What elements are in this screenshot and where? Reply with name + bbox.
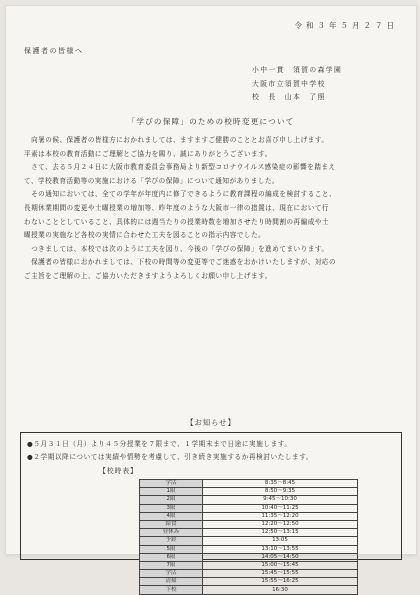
paragraph-line: 平素は本校の教育活動にご理解とご協力を賜り、誠にありがとうございます。 — [24, 149, 272, 158]
schedule-period: 5限 — [140, 545, 203, 553]
schedule-period: 3限 — [140, 504, 203, 512]
schedule-row — [140, 504, 358, 512]
schedule-row — [140, 520, 358, 528]
schedule-period: 下校 — [140, 586, 203, 594]
schedule-time: 15:55〜16:25 — [203, 578, 358, 586]
schedule-period: 給食 — [140, 520, 203, 528]
schedule-row — [140, 545, 358, 553]
schedule-row — [140, 480, 358, 488]
schedule-period: 1限 — [140, 488, 203, 496]
schedule-row — [140, 570, 358, 578]
body-text — [24, 134, 398, 284]
schedule-row — [140, 537, 358, 545]
paragraph-line: 長期休業期間の変更や土曜授業の増加等、昨年度のような大阪市一律の措置は、現在において行 — [24, 203, 330, 212]
notice-title: 【お知らせ】 — [186, 418, 236, 427]
schedule-row — [140, 512, 358, 520]
paragraph-line: て、学校教育活動等の実施における「学びの保障」について通知がありました。 — [24, 176, 280, 185]
schedule-title: 【校時表】 — [99, 467, 138, 475]
schedule-period: 予鈴 — [140, 537, 203, 545]
document-title: 「学びの保障」のための校時変更について — [127, 117, 295, 126]
schedule-row — [140, 488, 358, 496]
sender-school: 大阪市立須賀中学校 — [252, 79, 326, 88]
schedule-time: 13:10〜13:55 — [203, 545, 358, 553]
sender-school-group: 小中一貫 須賀の森学園 — [252, 66, 343, 74]
schedule-period: 7限 — [140, 561, 203, 569]
document-date: 令和３年５月２７日 — [294, 21, 398, 30]
sender-principal: 校 長 山本 了照 — [252, 93, 326, 101]
paragraph-line: 保護者の皆様におかれましては、下校の時間等の変更等でご迷惑をおかけいたしますが、対応の — [24, 258, 337, 267]
schedule-time: 9:45〜10:30 — [203, 496, 358, 504]
schedule-period: 学活 — [140, 570, 203, 578]
notice-item: ●５月３１日（月）より４５分授業を７限まで、１学期末まで日途に実施します。 — [27, 440, 292, 448]
paragraph-line: 向暑の候、保護者の皆様方におかれましては、ますますご健勝のこととお喜び申し上げます。 — [24, 136, 329, 144]
schedule-period: 6限 — [140, 553, 203, 561]
schedule-row — [140, 529, 358, 537]
schedule-time: 12:20〜12:50 — [203, 520, 358, 528]
paragraph-line: つきましては、本校では次のように工夫を図り、今後の「学びの保障」を進めてまいります。 — [24, 244, 329, 253]
schedule-period: 昼休み — [140, 529, 203, 537]
schedule-time: 15:45〜15:55 — [203, 570, 358, 578]
schedule-table — [139, 479, 358, 595]
schedule-time: 16:30 — [203, 586, 358, 594]
schedule-time: 15:00〜15:45 — [203, 561, 358, 569]
notice-document — [6, 6, 416, 593]
schedule-time: 8:35〜8:45 — [203, 480, 358, 488]
schedule-time: 11:35〜12:20 — [203, 512, 358, 520]
paragraph-line: 曜授業の実施など各校の実情に合わせた工夫を図ることの指示内容でした。 — [24, 231, 266, 240]
paragraph-line: わないこととしていること、具体的には週当たりの授業時数を増加させたり時間割の再編成や土 — [24, 217, 330, 226]
schedule-time: 12:50〜13:15 — [203, 529, 358, 537]
schedule-row — [140, 586, 358, 594]
notice-box — [20, 432, 402, 593]
sender-block — [252, 64, 394, 105]
schedule-time: 14:05〜14:50 — [203, 553, 358, 561]
schedule-time: 10:40〜11:25 — [203, 504, 358, 512]
schedule-time: 13:05 — [203, 537, 358, 545]
schedule-row — [140, 561, 358, 569]
schedule-period: 4限 — [140, 512, 203, 520]
schedule-period: 学活 — [140, 480, 203, 488]
schedule-time: 8:50〜9:35 — [203, 488, 358, 496]
schedule-period: 2限 — [140, 496, 203, 504]
addressee: 保護者の皆様へ — [24, 47, 84, 55]
paragraph-line: さて、去る５月２４日に大阪市教育委員会事務局より新型コロナウイルス感染症の影響を踏まえ — [24, 163, 336, 172]
paragraph-line: ご主旨をご理解の上、ご協力いただきますようよろしくお願い申し上げます。 — [24, 271, 272, 280]
paragraph-line: その通知においては、全ての学年が年度内に修了できるように教育課程の編成を検討すること、 — [24, 190, 337, 199]
schedule-row — [140, 553, 358, 561]
schedule-period: 清掃 — [140, 578, 203, 586]
notice-item: ●２学期以降については実績や情勢を考慮して、引き続き実施するか再検討いたします。 — [27, 453, 314, 461]
schedule-row — [140, 578, 358, 586]
schedule-row — [140, 496, 358, 504]
